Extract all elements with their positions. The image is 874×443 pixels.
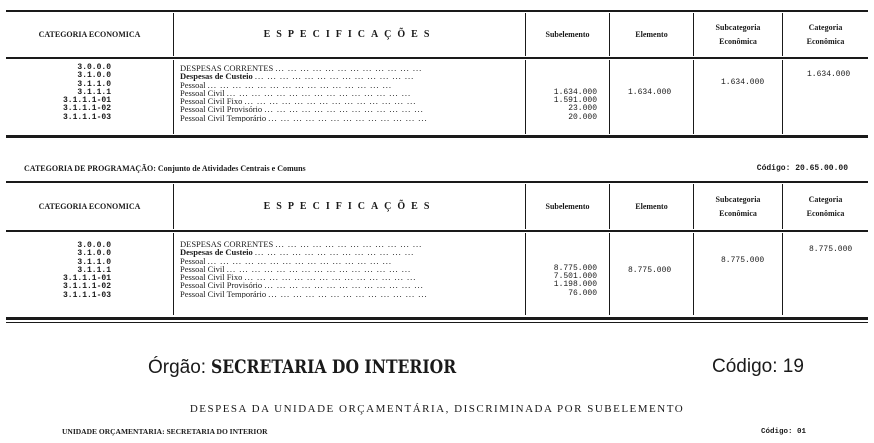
unidade-label: UNIDADE ORÇAMENTARIA: SECRETARIA DO INTERIOR	[62, 427, 268, 436]
orgao-codigo: Código: 19	[712, 356, 804, 377]
header-elemento: Elemento	[610, 184, 694, 229]
bottom-rule-2	[6, 322, 868, 323]
bottom-rule	[6, 135, 868, 138]
table-body	[6, 60, 868, 134]
top-rule	[6, 181, 868, 183]
specs-column: DESPESAS CORRENTES ... ... ... ... ... ... ... ... ... ... ... ... Despesas de Custeio ... ... ... ... ... ... ... ... ... ... ... ... ... Pessoal ... ... ... ... ... ... ... ... ... ... ... ... ... ... ... Pessoal Civil ... ... ... ... ... ... ... ... ... ... ... ... ... ... ... Pessoal Civil Fixo ... ... ... ... ... ... ... ... ... ... ... ... ... ... Pessoal Civil Provisório ... ... ... ... ... ... ... ... ... ... ... ... ... Pessoal Civil Temporário ... ... ... ... ... ... ... ... ... ... ... ... ...	[174, 60, 526, 134]
despesa-title: DESPESA DA UNIDADE ORÇAMENTÁRIA, DISCRIMINADA POR SUBELEMENTO	[189, 403, 685, 415]
orgao-prefix: Órgão:	[148, 357, 207, 378]
top-rule	[6, 10, 868, 12]
elemento-column: 8.775.000	[610, 233, 694, 315]
table-body	[6, 233, 868, 315]
header-categoria: CATEGORIA ECONOMICA	[6, 184, 174, 229]
categoria-column: 8.775.000	[809, 245, 853, 254]
specs-column: DESPESAS CORRENTES ... ... ... ... ... ... ... ... ... ... ... ... Despesas de Custeio ... ... ... ... ... ... ... ... ... ... ... ... ... Pessoal ... ... ... ... ... ... ... ... ... ... ... ... ... ... ... Pessoal Civil ... ... ... ... ... ... ... ... ... ... ... ... ... ... ... Pessoal Civil Fixo ... ... ... ... ... ... ... ... ... ... ... ... ... ... Pessoal Civil Provisório ... ... ... ... ... ... ... ... ... ... ... ... ... Pessoal Civil Temporário ... ... ... ... ... ... ... ... ... ... ... ... ...	[174, 233, 526, 315]
subcategoria-column: 8.775.000	[694, 233, 783, 315]
table-header	[6, 13, 868, 56]
header-subelemento: Subelemento	[526, 184, 610, 229]
programacao-codigo: Código: 20.65.00.00	[756, 164, 848, 173]
table-1	[6, 10, 868, 138]
subelemento-column: 8.775.000 7.501.000 1.198.000 76.000	[526, 233, 610, 315]
categoria-column: 1.634.000	[807, 70, 851, 79]
header-especificacoes: ESPECIFICAÇÕES	[174, 184, 526, 229]
header-especificacoes: ESPECIFICAÇÕES	[174, 13, 526, 56]
codes-column: 3.0.0.0 3.1.0.0 3.1.1.0 3.1.1.1 3.1.1.1-01 3.1.1.1-02 3.1.1.1-03	[6, 233, 174, 315]
header-rule	[6, 57, 868, 59]
table-2	[6, 181, 868, 326]
codes-column: 3.0.0.0 3.1.0.0 3.1.1.0 3.1.1.1 3.1.1.1-01 3.1.1.1-02 3.1.1.1-03	[6, 60, 174, 134]
header-elemento: Elemento	[610, 13, 694, 56]
header-subelemento: Subelemento	[526, 13, 610, 56]
header-categoria: CATEGORIA ECONOMICA	[6, 13, 174, 56]
programacao-label: CATEGORIA DE PROGRAMAÇÃO: Conjunto de Atividades Centrais e Comuns	[24, 164, 306, 173]
orgao-heading	[148, 356, 510, 379]
header-subcategoria: Subcategoria Econômica	[694, 13, 783, 56]
header-categoria-economica: Categoria Econômica	[806, 22, 845, 46]
elemento-column: 1.634.000	[610, 60, 694, 134]
header-categoria-economica: Categoria Econômica	[806, 194, 845, 218]
table-header	[6, 184, 868, 229]
header-rule	[6, 230, 868, 232]
orgao-name: SECRETARIA DO INTERIOR	[211, 356, 457, 378]
subcategoria-column: 1.634.000	[694, 60, 783, 134]
subelemento-column: 1.634.000 1.591.000 23.000 20.000	[526, 60, 610, 134]
unidade-codigo: Código: 01	[761, 428, 807, 436]
bottom-rule	[6, 317, 868, 320]
header-subcategoria: Subcategoria Econômica	[694, 184, 783, 229]
